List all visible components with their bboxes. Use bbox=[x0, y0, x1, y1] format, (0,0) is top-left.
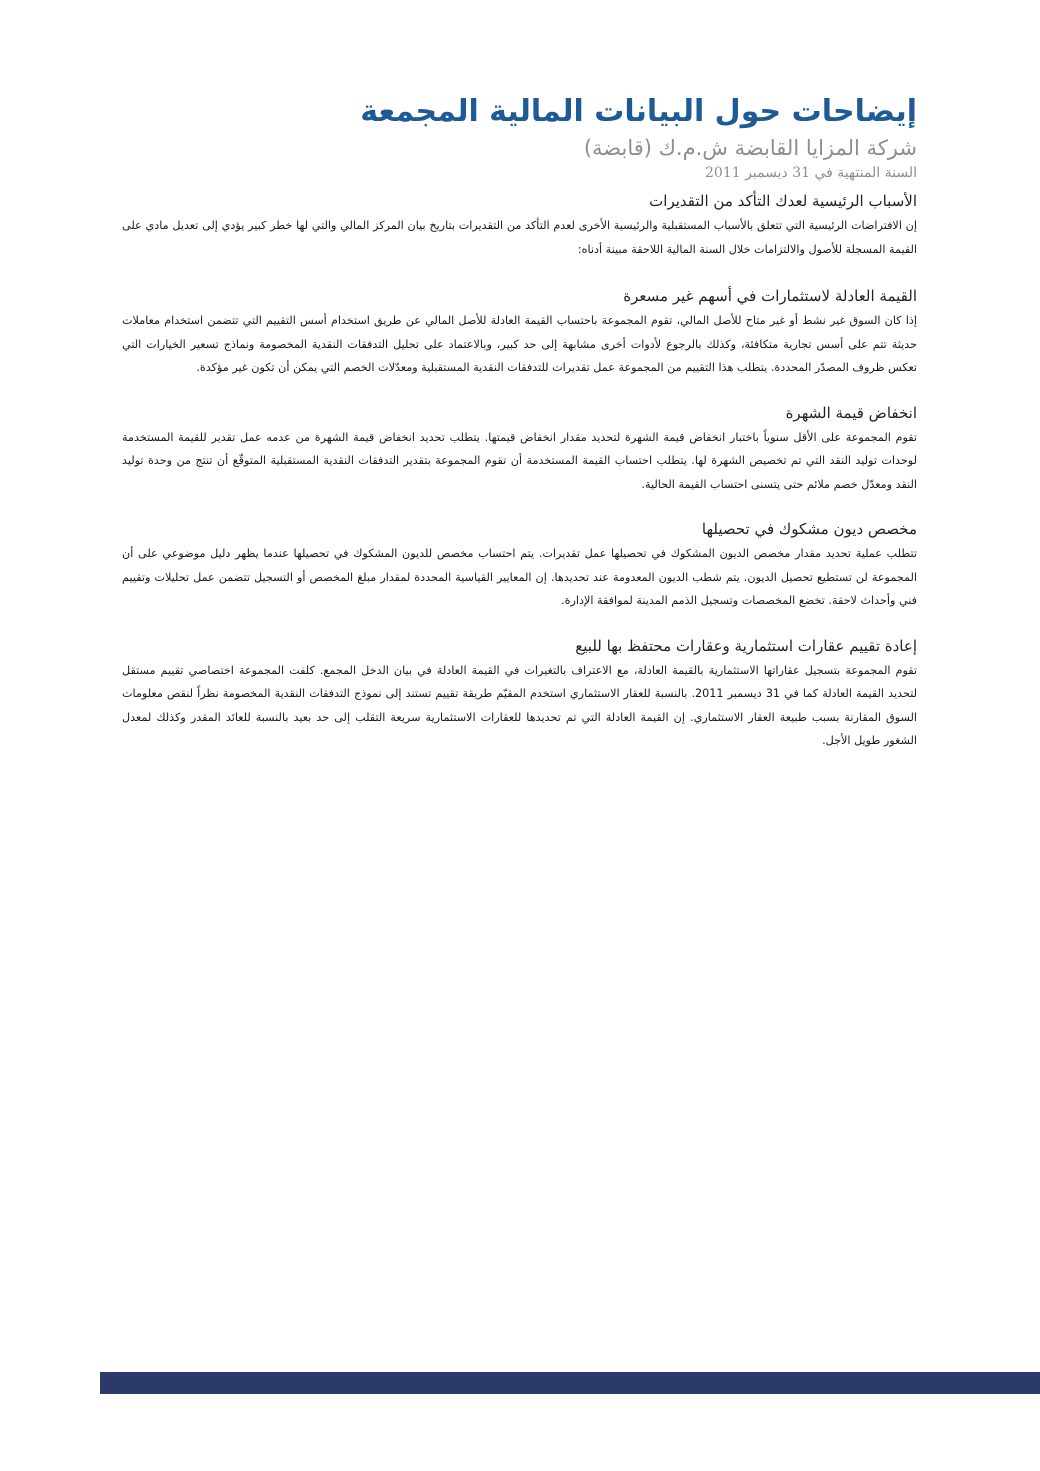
section-heading: الأسباب الرئيسية لعدك التأكد من التقديرات bbox=[649, 192, 917, 210]
section-body: تتطلب عملية تحديد مقدار مخصص الديون المشكوك في تحصيلها عمل تقديرات. يتم احتساب مخصص للديون المشكوك في تحصيلها عندما يظهر دليل موضوعي على أن المجموعة لن تستطيع تحصيل الديون. يتم شطب الديون المعدومة عند تحديدها. إن المعايير القياسية المحددة لمقدار مبلغ المخصص أو التسجيل تتضمن عمل تحليلات وتقييم فني وأحداث لاحقة. تخضع المخصصات وتسجيل الذمم المدينة لموافقة الإدارة. bbox=[122, 547, 917, 607]
document-page bbox=[122, 92, 917, 753]
page-title: إيضاحات حول البيانات المالية المجمعة bbox=[360, 94, 917, 129]
section-heading: مخصص ديون مشكوك في تحصيلها bbox=[701, 520, 917, 538]
section-heading: انخفاض قيمة الشهرة bbox=[785, 403, 917, 422]
section-property-revaluation bbox=[122, 633, 917, 753]
section-body: إن الافتراضات الرئيسية التي تتعلق بالأسباب المستقبلية والرئيسية الأخرى لعدم التأكد من التقديرات بتاريخ بيان المركز المالي والتي لها خطر كبير يؤدي إلى تعديل مادي على القيمة المسجلة للأصول والالتزامات خلال السنة المالية اللاحقة مبينة أدناه: bbox=[122, 219, 917, 256]
reporting-period: السنة المنتهية في 31 ديسمبر 2011 bbox=[704, 165, 917, 181]
section-doubtful-debts bbox=[122, 516, 917, 613]
company-name: شركة المزايا القابضة ش.م.ك (قابضة) bbox=[583, 136, 917, 160]
section-heading: القيمة العادلة لاستثمارات في أسهم غير مسعرة bbox=[623, 287, 917, 305]
section-heading: إعادة تقييم عقارات استثمارية وعقارات محتفظ بها للبيع bbox=[575, 636, 917, 655]
section-body: تقوم المجموعة بتسجيل عقاراتها الاستثمارية بالقيمة العادلة، مع الاعتراف بالتغيرات في القيمة العادلة في بيان الدخل المجمع. كلفت المجموعة اختصاصي تقييم مستقل لتحديد القيمة العادلة كما في 31 ديسمبر 2011. بالنسبة للعقار الاستثماري استخدم المقيّم طريقة تقييم تستند إلى نموذج التدفقات النقدية المخصومة نظراً لنقص معلومات السوق المقارنة بسبب طبيعة العقار الاستثماري. إن القيمة العادلة التي تم تحديدها للعقارات الاستثمارية سريعة التقلب إلى حد بعيد بالنسبة للعائد المقدر وكذلك لمعدل الشغور طويل الأجل. bbox=[122, 663, 917, 747]
section-goodwill-impairment bbox=[122, 400, 917, 497]
section-body: إذا كان السوق غير نشط أو غير متاح للأصل المالي، تقوم المجموعة باحتساب القيمة العادلة للأصل المالي عن طريق استخدام أسس التقييم التي تتضمن استخدام معاملات حديثة تتم على أسس تجارية متكافئة، وكذلك بالرجوع لأدوات أخرى مشابهة إلى حد كبير، وبالاعتماد على تحليل التدفقات النقدية المخصومة ونماذج تسعير الخيارات التي تعكس ظروف المصدّر المحددة. يتطلب هذا التقييم من المجموعة عمل تقديرات للتدفقات النقدية المستقبلية ومعدّلات الخصم التي يمكن أن تكون غير مؤكدة. bbox=[122, 314, 917, 374]
section-fair-value-unquoted bbox=[122, 283, 917, 380]
section-body: تقوم المجموعة على الأقل سنوياً باختبار انخفاض قيمة الشهرة لتحديد مقدار انخفاض قيمتها. يتطلب تحديد انخفاض قيمة الشهرة من عدمه عمل تقدير للقيمة المستخدمة لوحدات توليد النقد التي تم تخصيص الشهرة لها. يتطلب احتساب القيمة المستخدمة أن تقوم المجموعة بتقدير التدفقات النقدية المستقبلية المتوقّع أن تنتج من وحدة توليد النقد ومعدّل خصم ملائم حتى يتسنى احتساب القيمة الحالية. bbox=[122, 430, 917, 491]
footer-bar bbox=[100, 1372, 1040, 1394]
section-key-sources-uncertainty bbox=[122, 188, 917, 261]
